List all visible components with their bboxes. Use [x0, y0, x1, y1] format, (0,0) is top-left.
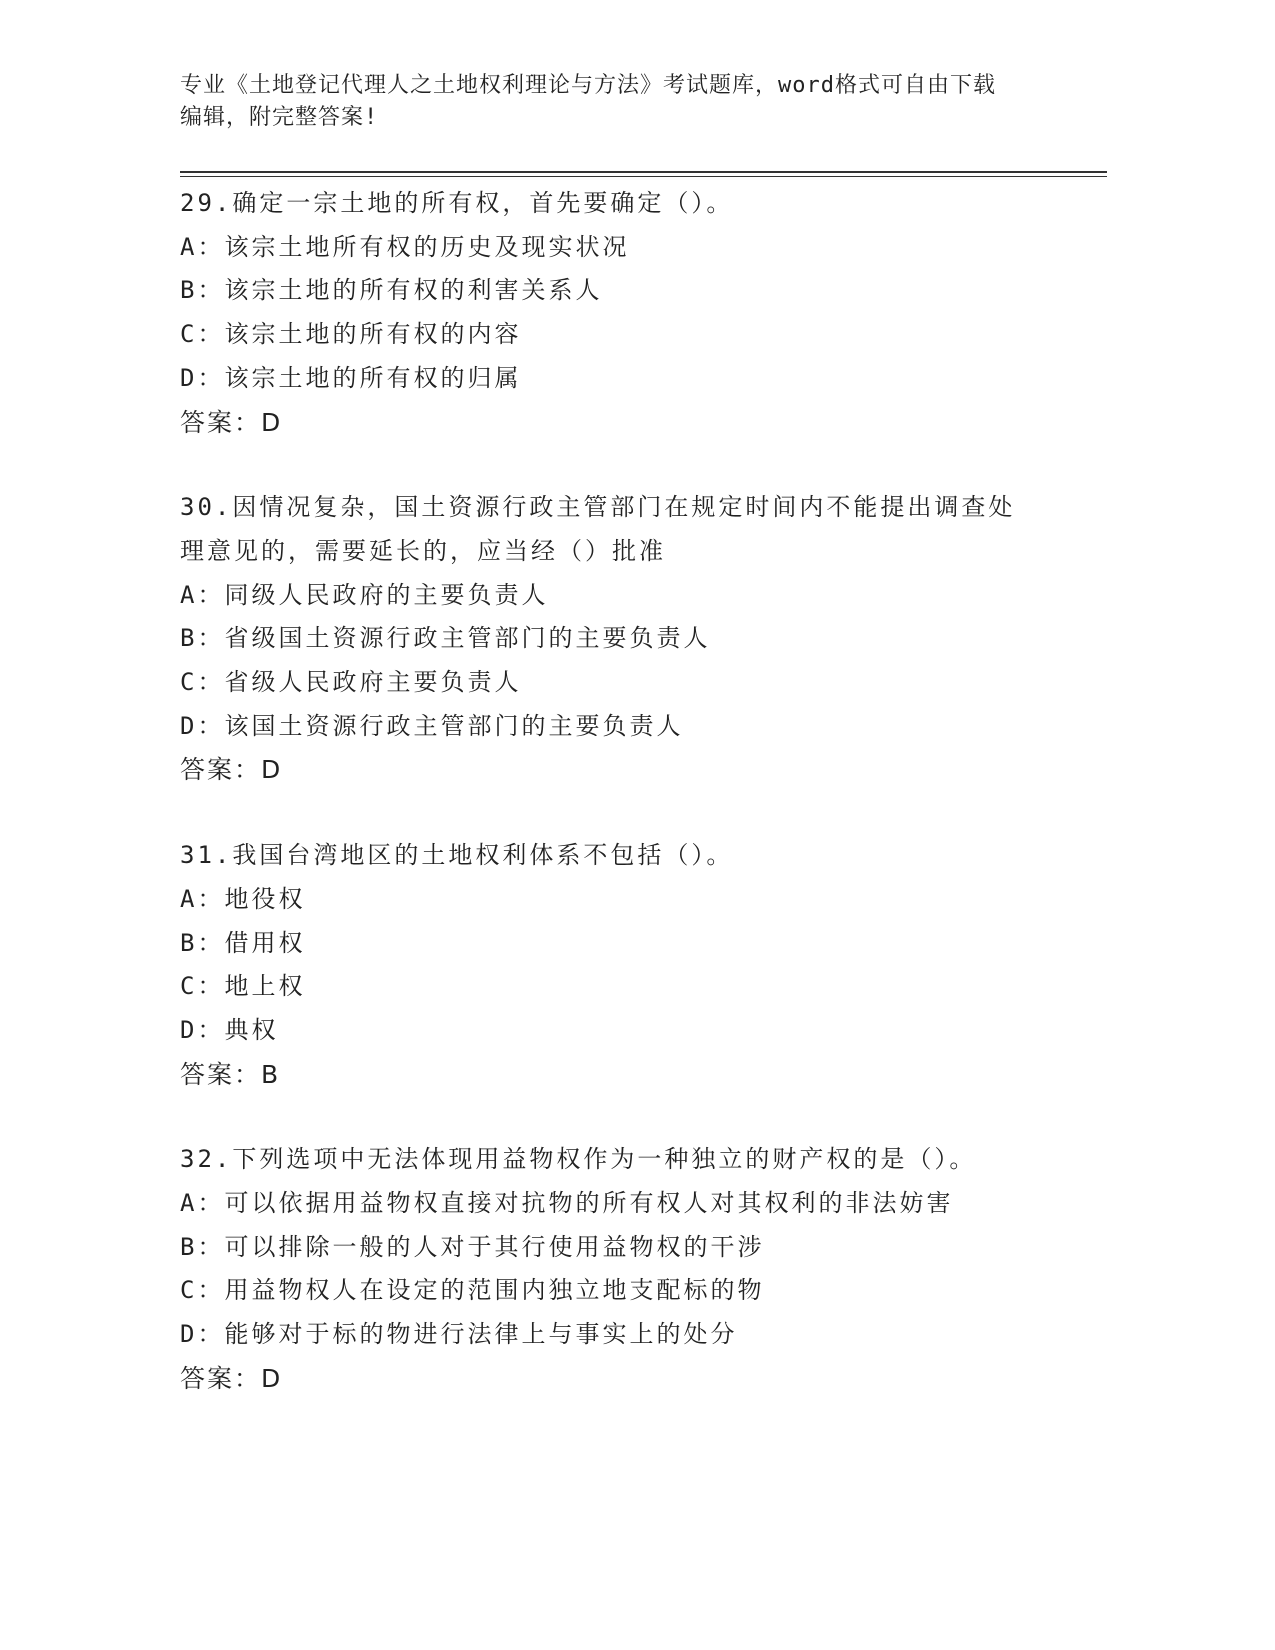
question-stem: 29.确定一宗土地的所有权，首先要确定（）。: [180, 189, 734, 217]
option-d: D：典权: [180, 1015, 279, 1044]
option-c: C：地上权: [180, 972, 306, 1001]
answer: 答案：D: [180, 407, 283, 437]
header-divider-thick: [180, 171, 1107, 173]
answer: 答案：B: [180, 1059, 281, 1089]
question-31: [180, 834, 1080, 1096]
question-30: [180, 486, 1080, 792]
answer: 答案：D: [180, 755, 283, 785]
question-list: [180, 182, 1080, 1443]
option-a: A：该宗土地所有权的历史及现实状况: [180, 232, 630, 261]
option-b: B：该宗土地的所有权的利害关系人: [180, 276, 603, 305]
option-b: B：省级国土资源行政主管部门的主要负责人: [180, 624, 711, 653]
option-a: A：地役权: [180, 884, 306, 913]
option-c: C：用益物权人在设定的范围内独立地支配标的物: [180, 1276, 765, 1305]
option-a: A：同级人民政府的主要负责人: [180, 580, 549, 609]
question-stem: 30.因情况复杂，国土资源行政主管部门在规定时间内不能提出调查处理意见的，需要延长的，应当经（）批准: [180, 493, 1016, 565]
question-32: [180, 1138, 1080, 1400]
document-header: [180, 70, 1060, 134]
option-a: A：可以依据用益物权直接对抗物的所有权人对其权利的非法妨害: [180, 1189, 954, 1218]
question-29: [180, 182, 1080, 444]
option-d: D：该宗土地的所有权的归属: [180, 363, 522, 392]
option-b: B：可以排除一般的人对于其行使用益物权的干涉: [180, 1232, 765, 1261]
header-divider-thin: [180, 176, 1107, 177]
answer: 答案：D: [180, 1363, 283, 1393]
option-d: D：能够对于标的物进行法律上与事实上的处分: [180, 1320, 738, 1349]
question-stem: 32.下列选项中无法体现用益物权作为一种独立的财产权的是（）。: [180, 1145, 977, 1174]
option-b: B：借用权: [180, 928, 306, 957]
header-line-2: 编辑，附完整答案!: [180, 105, 379, 130]
option-d: D：该国土资源行政主管部门的主要负责人: [180, 711, 684, 740]
option-c: C：省级人民政府主要负责人: [180, 668, 522, 697]
option-c: C：该宗土地的所有权的内容: [180, 320, 522, 349]
header-line-1: 专业《土地登记代理人之土地权利理论与方法》考试题库，word格式可自由下载: [180, 73, 996, 98]
question-stem: 31.我国台湾地区的土地权利体系不包括（）。: [180, 841, 734, 870]
